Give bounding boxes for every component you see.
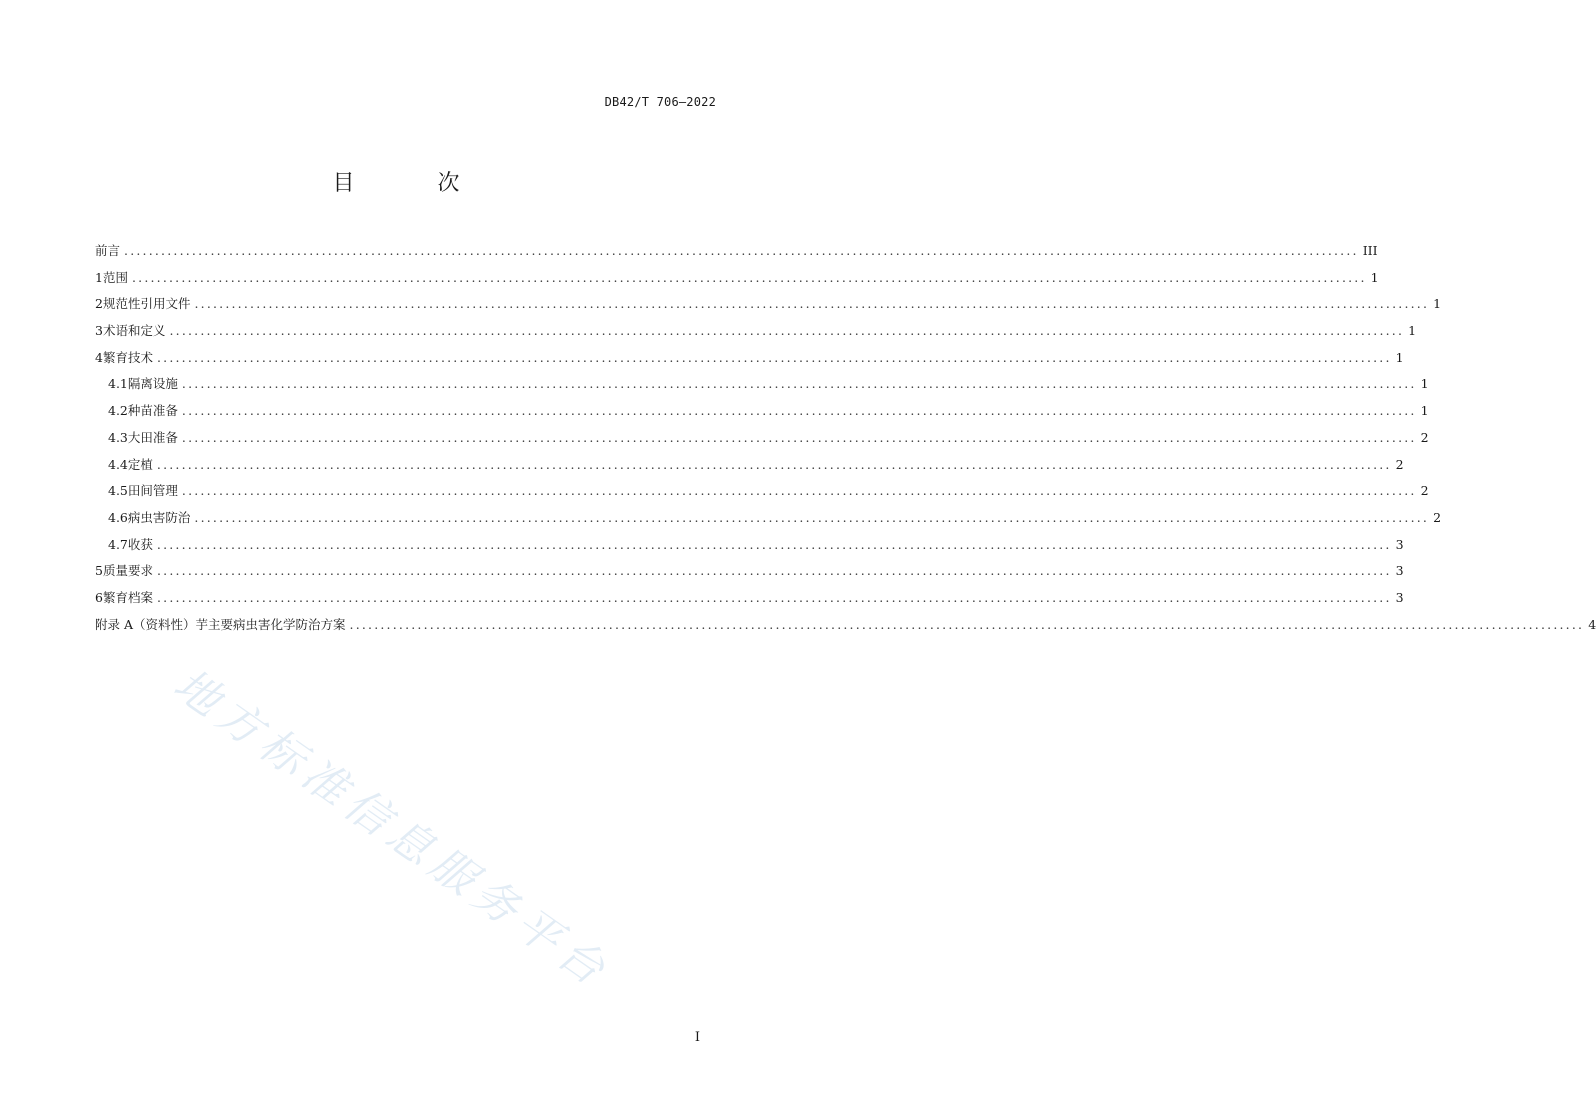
toc-entry-number: 2 <box>95 296 103 312</box>
toc-dot-leader: ........................................................................................................................................................................................................ <box>156 349 1392 365</box>
toc-entry[interactable] <box>95 558 1404 585</box>
toc-entry-label: 繁育技术 <box>102 349 153 365</box>
toc-entry[interactable] <box>95 505 1442 532</box>
document-code: DB42/T 706—2022 <box>604 95 716 109</box>
toc-entry[interactable] <box>95 425 1429 452</box>
toc-entry-number: 4 <box>95 349 103 365</box>
toc-entry[interactable] <box>95 318 1417 345</box>
toc-entry-number: 4.5 <box>108 483 128 499</box>
toc-entry-page: 1 <box>1408 323 1417 339</box>
toc-entry-number: 1 <box>95 269 103 285</box>
toc-dot-leader: ........................................................................................................................................................................................................ <box>194 296 1430 312</box>
toc-entry[interactable] <box>95 345 1404 372</box>
toc-dot-leader: ........................................................................................................................................................................................................ <box>131 269 1367 285</box>
toc-dot-leader: ........................................................................................................................................................................................................ <box>181 403 1417 419</box>
toc-entry-page: 2 <box>1433 509 1442 525</box>
toc-entry-label: 质量要求 <box>102 563 153 579</box>
toc-dot-leader: ........................................................................................................................................................................................................ <box>181 483 1417 499</box>
toc-entry[interactable] <box>95 371 1429 398</box>
toc-entry-number: 3 <box>95 323 103 339</box>
toc-entry-number: 5 <box>95 563 103 579</box>
toc-entry-page: 2 <box>1395 456 1404 472</box>
toc-entry-label: 种苗准备 <box>127 403 178 419</box>
toc-dot-leader: ........................................................................................................................................................................................................ <box>156 563 1392 579</box>
toc-entry-label: 附录 A（资料性）芋主要病虫害化学防治方案 <box>95 616 346 632</box>
toc-entry[interactable] <box>95 238 1378 265</box>
toc-dot-leader: ........................................................................................................................................................................................................ <box>181 376 1417 392</box>
page-number: I <box>694 1030 700 1045</box>
toc-entry[interactable] <box>95 585 1404 612</box>
toc-entry-page: 3 <box>1395 563 1404 579</box>
toc-entry-page: 4 <box>1588 616 1596 632</box>
toc-dot-leader: ........................................................................................................................................................................................................ <box>156 456 1392 472</box>
toc-dot-leader: ........................................................................................................................................................................................................ <box>181 429 1417 445</box>
toc-entry-label: 规范性引用文件 <box>102 296 191 312</box>
toc-entry[interactable] <box>95 612 1596 639</box>
toc-entry-number: 4.6 <box>108 509 128 525</box>
toc-entry-page: 1 <box>1433 296 1442 312</box>
toc-entry-page: 1 <box>1395 349 1404 365</box>
toc-entry-page: III <box>1362 243 1378 258</box>
toc-entry-page: 1 <box>1420 403 1429 419</box>
toc-dot-leader: ........................................................................................................................................................................................................ <box>194 509 1430 525</box>
toc-entry-label: 收获 <box>127 536 153 552</box>
watermark: 地方标准信息服务平台 <box>164 659 620 1000</box>
toc-entry-page: 3 <box>1395 536 1404 552</box>
toc-entry-label: 田间管理 <box>127 483 178 499</box>
toc-dot-leader: ........................................................................................................................................................................................................ <box>156 589 1392 605</box>
toc-entry-number: 4.7 <box>108 536 128 552</box>
toc-entry-page: 1 <box>1370 269 1379 285</box>
toc-entry-page: 2 <box>1420 429 1429 445</box>
toc-dot-leader: ........................................................................................................................................................................................................ <box>169 323 1405 339</box>
toc-entry-number: 4.4 <box>108 456 128 472</box>
toc-dot-leader: ........................................................................................................................................................................................................ <box>124 243 1359 258</box>
toc-entry[interactable] <box>95 452 1404 479</box>
toc-entry-label: 定植 <box>127 456 153 472</box>
toc-entry-label: 范围 <box>102 269 128 285</box>
toc-entry[interactable] <box>95 478 1429 505</box>
toc-entry-label: 隔离设施 <box>127 376 178 392</box>
toc-entry[interactable] <box>95 398 1429 425</box>
toc-entry-number: 4.2 <box>108 403 128 419</box>
toc-entry-number: 6 <box>95 589 103 605</box>
toc-entry-label: 前言 <box>95 243 121 258</box>
toc-entry-label: 繁育档案 <box>102 589 153 605</box>
toc-entry[interactable] <box>95 291 1442 318</box>
table-of-contents <box>95 238 1596 638</box>
toc-entry-page: 1 <box>1420 376 1429 392</box>
toc-entry-number: 4.1 <box>108 376 128 392</box>
toc-entry[interactable] <box>95 265 1379 292</box>
toc-entry-page: 3 <box>1395 589 1404 605</box>
page-title: 目 次 <box>332 171 498 196</box>
toc-entry-label: 术语和定义 <box>102 323 166 339</box>
toc-dot-leader: ........................................................................................................................................................................................................ <box>156 536 1392 552</box>
toc-entry-label: 大田准备 <box>127 429 178 445</box>
toc-dot-leader: ........................................................................................................................................................................................................ <box>349 616 1585 632</box>
toc-entry-page: 2 <box>1420 483 1429 499</box>
toc-entry-number: 4.3 <box>108 429 128 445</box>
toc-entry[interactable] <box>95 532 1404 559</box>
toc-entry-label: 病虫害防治 <box>127 509 191 525</box>
